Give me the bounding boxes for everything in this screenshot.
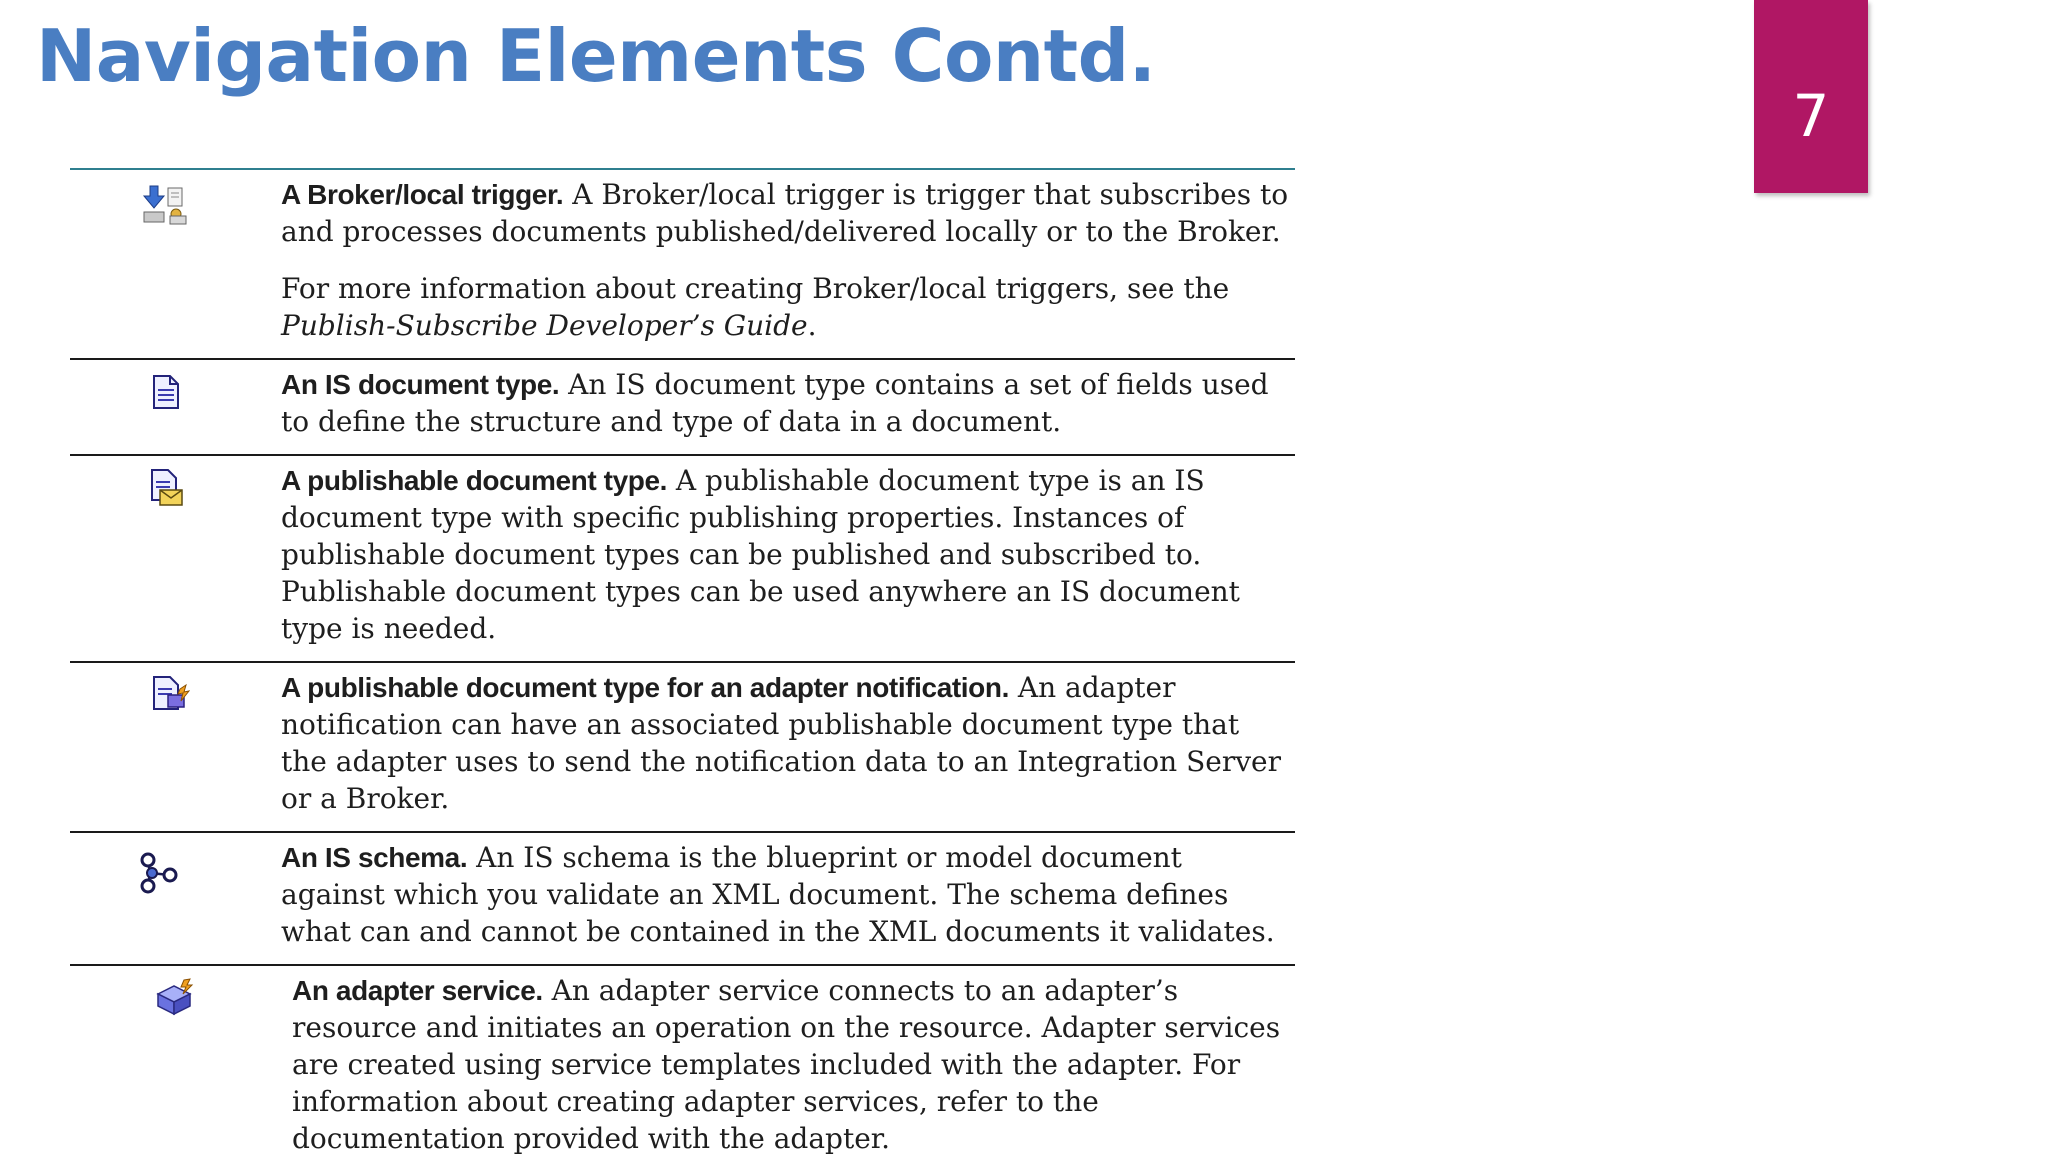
publishable-document-icon [146, 468, 190, 512]
row-text [281, 839, 1291, 950]
row-term: A Broker/local trigger. [281, 179, 564, 210]
navigation-elements-table [70, 168, 1295, 1171]
row-description: An IS document type contains a set of fields used to define the structure and type of data in a document. [281, 368, 1269, 438]
row-text [292, 972, 1302, 1157]
table-row [70, 360, 1295, 456]
row-text [281, 176, 1291, 344]
row-description: A publishable document type is an IS document type with specific publishing properties. Instances of publishable document types can be published and subscribed to. Publishable document types can be used anywhere an IS document type is needed. [281, 464, 1240, 645]
schema-icon [136, 851, 180, 895]
page-number-badge [1754, 0, 1868, 193]
row-extra-text: For more information about creating Broker/local triggers, see the [281, 272, 1230, 305]
adapter-notification-document-icon [148, 675, 192, 719]
row-description: An IS schema is the blueprint or model document against which you validate an XML document. The schema defines what can and cannot be contained in the XML documents it validates. [281, 841, 1275, 948]
row-term: An IS document type. [281, 369, 560, 400]
row-term: A publishable document type. [281, 465, 668, 496]
row-text [281, 366, 1291, 440]
table-row [70, 170, 1295, 360]
row-text [281, 669, 1291, 817]
table-row [70, 456, 1295, 663]
row-text [281, 462, 1291, 647]
row-description: An adapter notification can have an associated publishable document type that the adapter uses to send the notification data to an Integration Server or a Broker. [281, 671, 1281, 815]
table-row [70, 833, 1295, 966]
broker-trigger-icon [142, 182, 186, 226]
row-description: A Broker/local trigger is trigger that subscribes to and processes documents published/delivered locally or to the Broker. [281, 178, 1289, 248]
document-type-icon [146, 372, 190, 416]
adapter-service-icon [154, 978, 198, 1022]
page-number: 7 [1792, 82, 1830, 150]
table-row [70, 663, 1295, 833]
row-term: A publishable document type for an adapter notification. [281, 672, 1009, 703]
row-term: An adapter service. [292, 975, 543, 1006]
row-extra-end: . [807, 309, 817, 342]
slide-title: Navigation Elements Contd. [36, 14, 1156, 98]
row-term: An IS schema. [281, 842, 468, 873]
row-description: An adapter service connects to an adapter’s resource and initiates an operation on the resource. Adapter services are created using service templates included with the adapter. For information about creating adapter services, refer to the documentation provided with the adapter. [292, 974, 1281, 1155]
table-row [70, 966, 1295, 1171]
guide-reference: Publish-Subscribe Developer’s Guide [281, 309, 808, 342]
